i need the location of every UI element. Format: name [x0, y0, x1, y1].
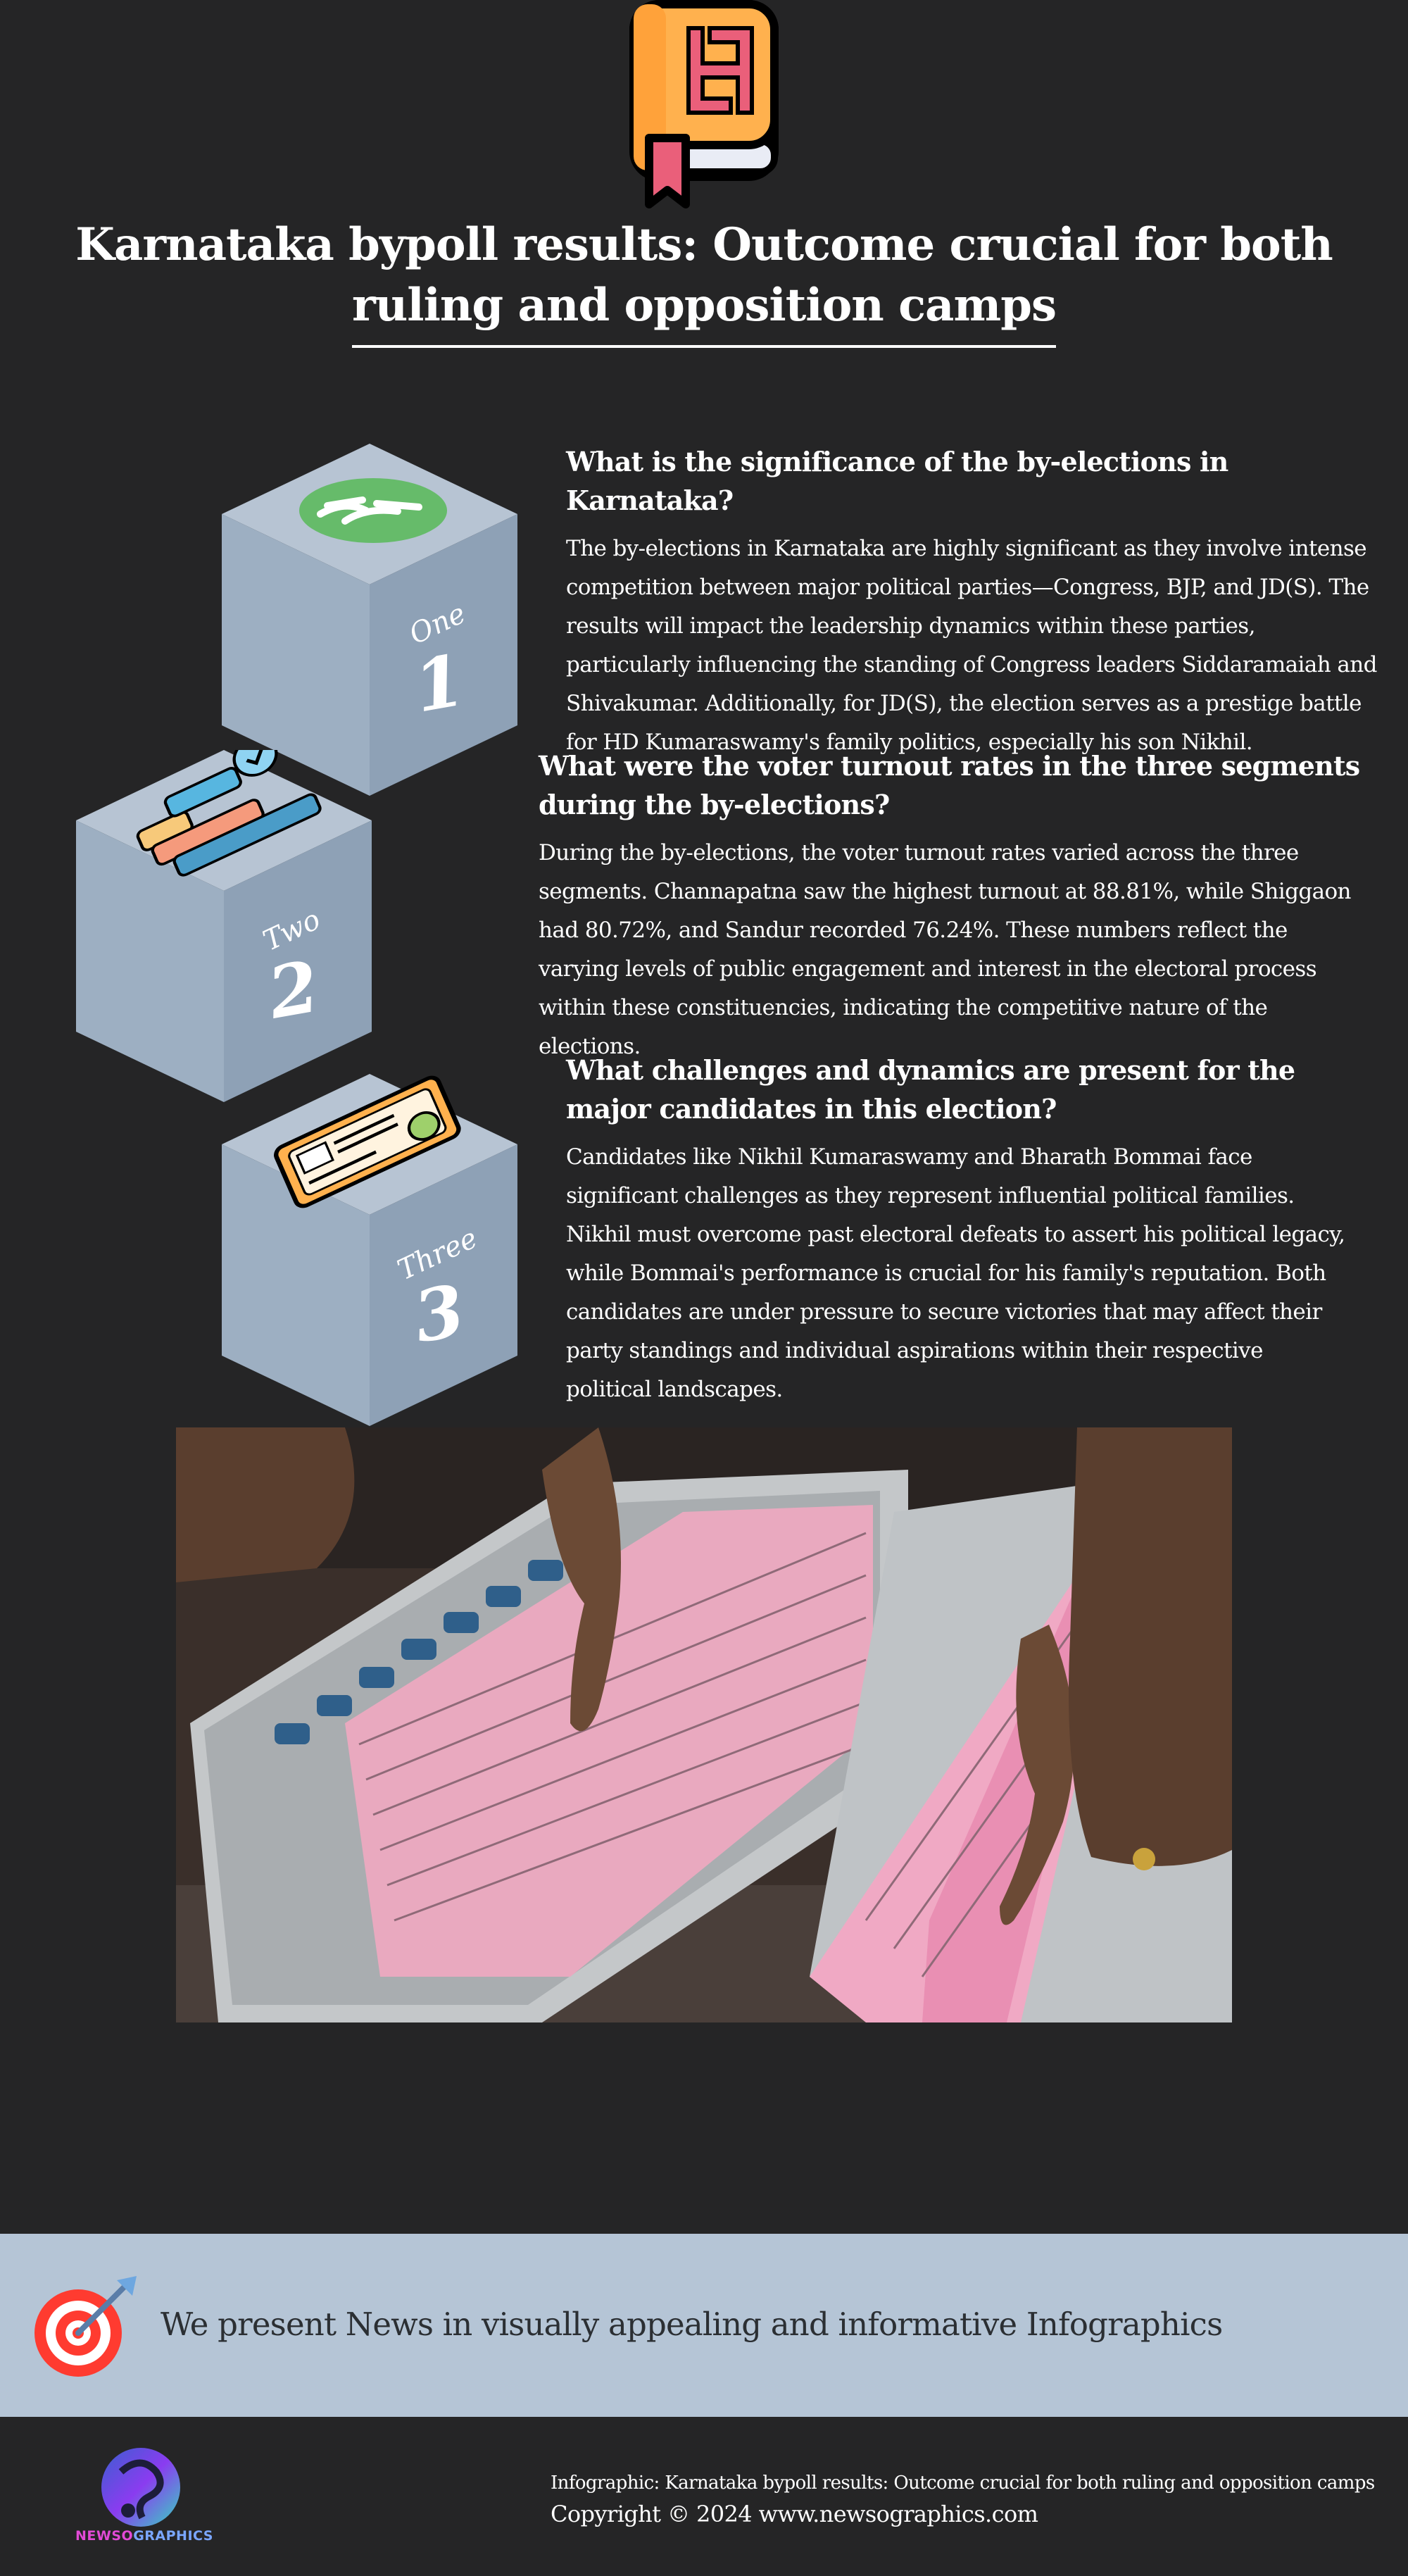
step-number-1: 1	[408, 638, 471, 729]
step-cube-3	[222, 1074, 517, 1426]
footer-copyright: Copyright © 2024 www.newsographics.com	[551, 2501, 1038, 2527]
step-cube-2	[76, 750, 372, 1102]
step-word-3: Three	[392, 1222, 483, 1287]
section-2	[539, 746, 1369, 1066]
logo-part-2: GRAPHICS	[133, 2528, 213, 2544]
section-1-heading: What is the significance of the by-elections in Karnataka?	[566, 446, 1228, 516]
step-word-2: Two	[258, 903, 326, 958]
footer-caption: Infographic: Karnataka bypoll results: Outcome crucial for both ruling and opposition camps	[551, 2472, 1375, 2494]
swastika-book-icon	[627, 0, 781, 211]
section-2-heading: What were the voter turnout rates in the three segments during the by-elections?	[539, 750, 1360, 820]
section-3	[566, 1051, 1354, 1409]
section-3-body: Candidates like Nikhil Kumaraswamy and Bharath Bommai face significant challenges as they represent influential political families. Nikhil must overcome past electoral defeats to assert his political legacy, while Bommai's performance is crucial for his family's reputation. Both candidates are under pressure to secure victories that may affect their party standings and individual aspirations within their respective political landscapes.	[566, 1144, 1345, 1402]
page-title: Karnataka bypoll results: Outcome crucial for both ruling and opposition camps	[75, 218, 1333, 332]
step-cube-1	[222, 444, 517, 796]
section-3-heading: What challenges and dynamics are present for the major candidates in this election?	[566, 1054, 1295, 1125]
step-number-3: 3	[408, 1268, 471, 1359]
section-2-body: During the by-elections, the voter turnout rates varied across the three segments. Channapatna saw the highest turnout at 88.81%, while Shiggaon had 80.72%, and Sandur recorded 76.24%. These numbers reflect the varying levels of public engagement and interest in the electoral process within these constituencies, indicating the competitive nature of the elections.	[539, 840, 1351, 1059]
evm-photo	[176, 1427, 1232, 2022]
logo-part-1: NEWSO	[75, 2528, 134, 2544]
section-1-body: The by-elections in Karnataka are highly significant as they involve intense competition between major political parties—Congress, BJP, and JD(S). The results will impact the leadership dynamics within these parties, particularly influencing the standing of Congress leaders Siddaramaiah and Shivakumar. Additionally, for JD(S), the election serves as a prestige battle for HD Kumaraswamy's family politics, especially his son Nikhil.	[566, 536, 1377, 755]
section-1	[566, 442, 1383, 762]
target-arrow-icon	[32, 2273, 138, 2379]
banner-tagline: We present News in visually appealing and informative Infographics	[161, 2306, 1223, 2343]
footer-logo-wordmark	[70, 2528, 218, 2544]
voting-hand-icon	[299, 478, 447, 543]
step-word-1: One	[404, 596, 471, 651]
step-number-2: 2	[262, 944, 325, 1035]
title-underline	[352, 345, 1056, 348]
